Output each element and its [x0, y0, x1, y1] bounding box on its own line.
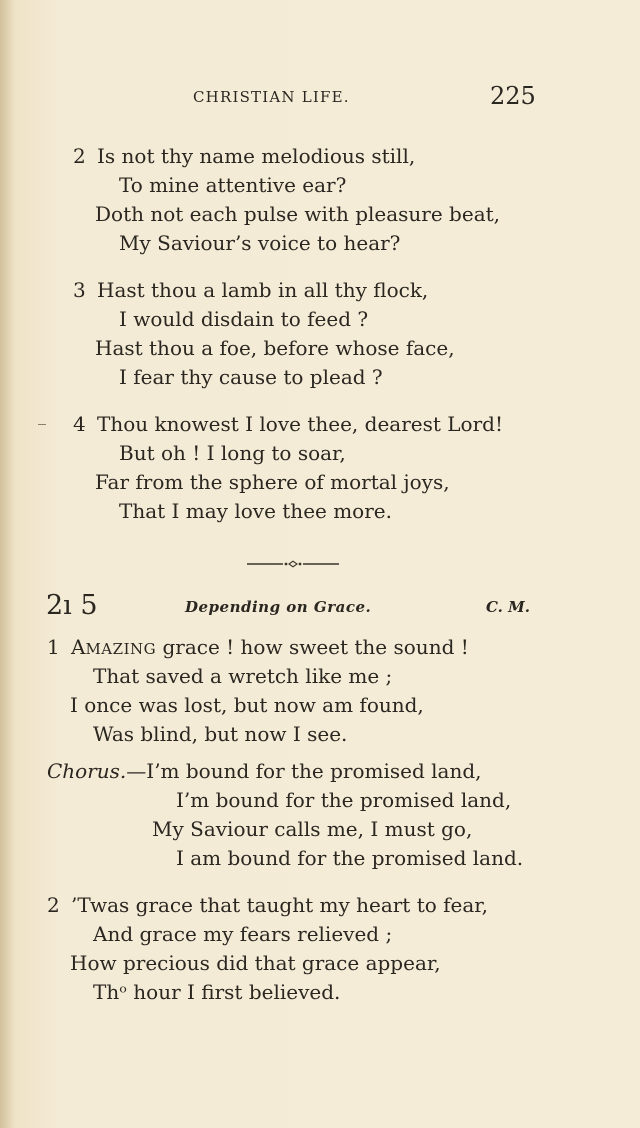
verse-line [73, 280, 428, 300]
verse-line: Hast thou a foe, before whose face, [95, 336, 455, 360]
verse-line [73, 146, 415, 166]
verse-line: But oh ! I long to soar, [119, 441, 346, 465]
verse-number: 1 [47, 635, 60, 659]
verse-line: To mine attentive ear? [119, 173, 347, 197]
verse-line: That saved a wretch like me ; [93, 664, 393, 688]
chorus-text: —I’m bound for the promised land, [126, 759, 482, 783]
drop-initial: A [71, 635, 86, 659]
running-head: CHRISTIAN LIFE. [193, 88, 350, 106]
verse-line: Was blind, but now I see. [93, 722, 348, 746]
verse-text: Is not thy name melodious still, [97, 144, 416, 168]
verse-line: How precious did that grace appear, [70, 951, 441, 975]
page-gutter-shadow [0, 0, 14, 1128]
hymn-meter: C. M. [486, 598, 530, 616]
verse-number: 2 [73, 144, 86, 168]
verse-line: And grace my fears relieved ; [93, 922, 393, 946]
chorus-line: My Saviour calls me, I must go, [152, 817, 473, 841]
verse-line: That I may love thee more. [119, 499, 392, 523]
verse-line: Doth not each pulse with pleasure beat, [95, 202, 501, 226]
page-number: 225 [490, 82, 536, 110]
chorus-line: I am bound for the promised land. [176, 846, 524, 870]
verse-line [73, 414, 503, 434]
chorus-line [47, 761, 482, 781]
ornament-divider [247, 560, 339, 568]
verse-number: 4 [73, 412, 86, 436]
verse-text: Thou knowest I love thee, dearest Lord! [97, 412, 503, 436]
verse-text: ’Twas grace that taught my heart to fear, [71, 893, 489, 917]
verse-line: I fear thy cause to plead ? [119, 365, 383, 389]
margin-mark [38, 424, 46, 425]
verse-line: My Saviour’s voice to hear? [119, 231, 401, 255]
hymn-number: 2ı 5 [46, 590, 98, 621]
verse-text: grace ! how sweet the sound ! [162, 635, 469, 659]
chorus-line: I’m bound for the promised land, [176, 788, 512, 812]
small-caps-word: MAZING [85, 640, 157, 658]
verse-line [47, 637, 469, 657]
verse-line: I would disdain to feed ? [119, 307, 369, 331]
verse-number: 3 [73, 278, 86, 302]
verse-line [47, 895, 488, 915]
verse-line: Thᵒ hour I first believed. [93, 980, 341, 1004]
verse-line: Far from the sphere of mortal joys, [95, 470, 450, 494]
verse-text: Hast thou a lamb in all thy flock, [97, 278, 429, 302]
chorus-label: Chorus. [47, 759, 127, 783]
hymn-title: Depending on Grace. [185, 598, 372, 616]
verse-line: I once was lost, but now am found, [70, 693, 424, 717]
verse-number: 2 [47, 893, 60, 917]
